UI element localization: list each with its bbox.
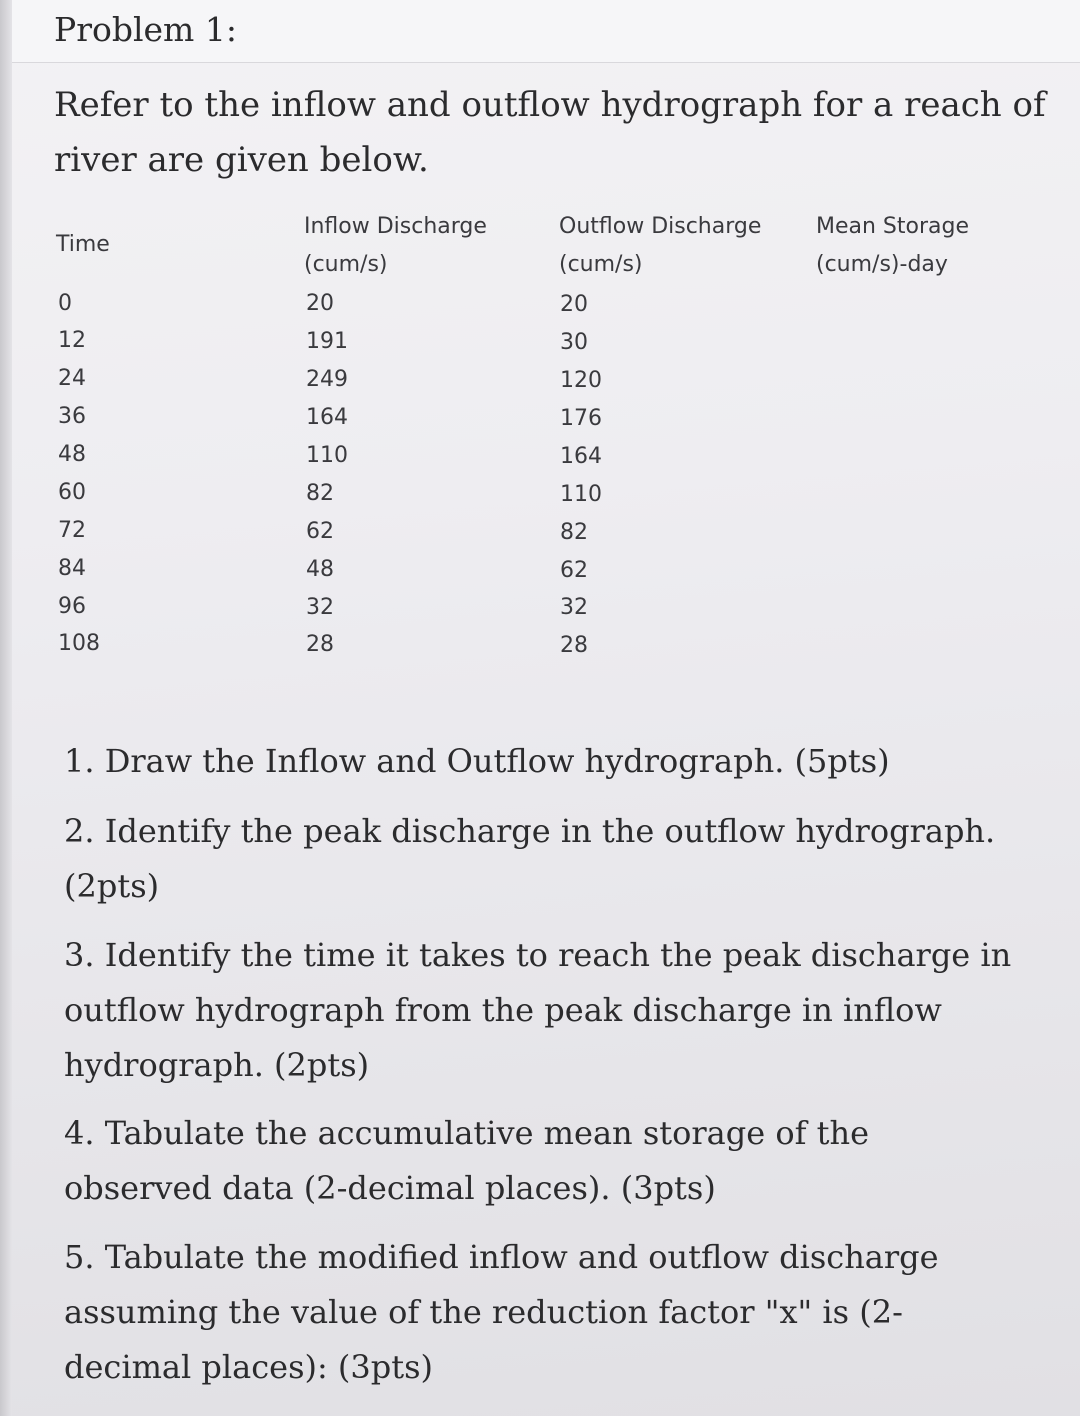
- cell-time: 84: [58, 556, 86, 581]
- cell-inflow: 32: [306, 595, 334, 620]
- cell-time: 48: [58, 442, 86, 467]
- cell-inflow: 249: [306, 367, 348, 392]
- cell-time: 12: [58, 328, 86, 353]
- question-4: 4. Tabulate the accumulative mean storage of the observed data (2-decimal places). (3pts): [64, 1114, 870, 1207]
- question-5: 5. Tabulate the modified inflow and outflow discharge assuming the value of the reduction factor "x" is (2-decimal places): (3pts): [64, 1238, 939, 1386]
- header-outflow-line1: Outflow Discharge: [559, 214, 762, 239]
- problem-title: Problem 1:: [54, 10, 237, 49]
- cell-outflow: 120: [560, 368, 602, 393]
- cell-outflow: 28: [560, 633, 588, 658]
- cell-inflow: 20: [306, 291, 334, 316]
- cell-outflow: 62: [560, 558, 588, 583]
- header-outflow: [559, 208, 761, 284]
- problem-intro: Refer to the inflow and outflow hydrograph for a reach of river are given below.: [54, 85, 1046, 180]
- header-mean-storage-line1: Mean Storage: [816, 214, 970, 239]
- question-2: 2. Identify the peak discharge in the outflow hydrograph. (2pts): [64, 812, 996, 905]
- cell-outflow: 110: [560, 482, 602, 507]
- cell-time: 108: [58, 631, 100, 656]
- cell-time: 96: [58, 594, 86, 619]
- cell-inflow: 82: [306, 481, 334, 506]
- cell-time: 36: [58, 404, 86, 429]
- cell-outflow: 164: [560, 444, 602, 469]
- header-mean-storage: [816, 208, 969, 284]
- cell-time: 24: [58, 366, 86, 391]
- header-mean-storage-line2: (cum/s)-day: [816, 252, 948, 277]
- cell-inflow: 62: [306, 519, 334, 544]
- cell-outflow: 176: [560, 406, 602, 431]
- header-inflow-line2: (cum/s): [304, 252, 388, 277]
- question-3: 3. Identify the time it takes to reach the peak discharge in outflow hydrograph from the peak discharge in inflow hydrograph. (2pts): [64, 936, 1012, 1084]
- header-outflow-line2: (cum/s): [559, 252, 643, 277]
- header-inflow-line1: Inflow Discharge: [304, 214, 487, 239]
- cell-time: 0: [58, 291, 72, 316]
- cell-outflow: 30: [560, 330, 588, 355]
- cell-inflow: 110: [306, 443, 348, 468]
- cell-outflow: 82: [560, 520, 588, 545]
- cell-inflow: 28: [306, 632, 334, 657]
- cell-outflow: 32: [560, 595, 588, 620]
- cell-outflow: 20: [560, 292, 588, 317]
- window-edge: [0, 0, 12, 1416]
- cell-inflow: 48: [306, 557, 334, 582]
- header-inflow: [304, 208, 487, 284]
- cell-inflow: 164: [306, 405, 348, 430]
- header-time: Time: [56, 232, 110, 257]
- cell-time: 60: [58, 480, 86, 505]
- question-1: 1. Draw the Inflow and Outflow hydrograph. (5pts): [64, 742, 890, 780]
- cell-time: 72: [58, 518, 86, 543]
- cell-inflow: 191: [306, 329, 348, 354]
